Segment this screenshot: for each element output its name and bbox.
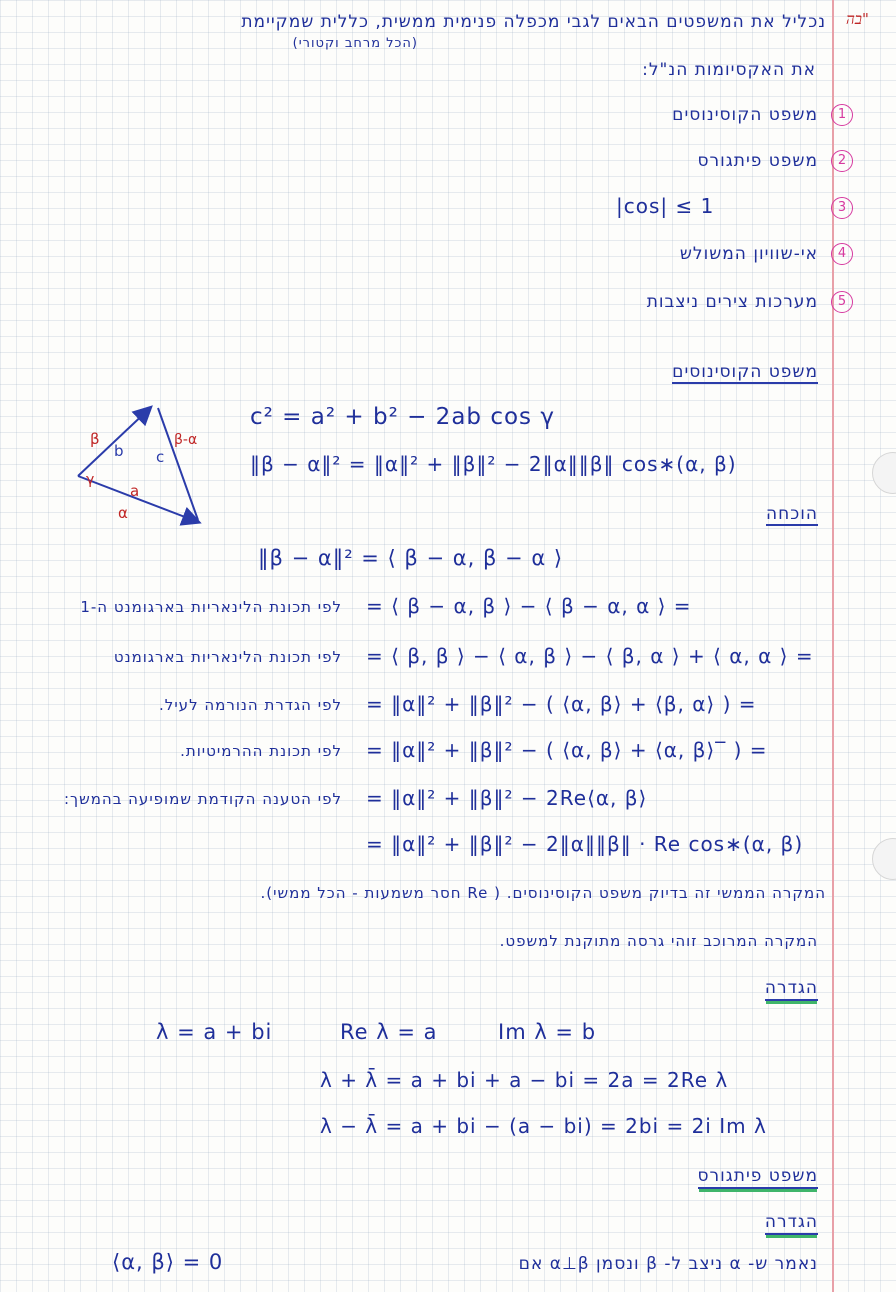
binder-hole: [872, 838, 896, 880]
triangle-label-c: c: [156, 448, 165, 466]
proof-line: = ⟨ β − α, β ⟩ − ⟨ β − α, α ⟩ =: [366, 594, 692, 618]
proof-note: לפי תכונת הלינאריות בארגומנט: [113, 648, 342, 666]
list-item: משפט הקוסינוסים: [672, 105, 818, 125]
list-item: משפט פיתגורס: [697, 151, 818, 171]
triangle-label-beta: β: [90, 430, 100, 448]
proof-note: לפי הגדרת הנורמה לעיל.: [159, 696, 342, 714]
conjugate-sum: λ + λ̄ = a + bi + a − bi = 2a = 2Re λ: [320, 1068, 729, 1092]
proof-line: = ‖α‖² + ‖β‖² − 2Re⟨α, β⟩: [366, 786, 648, 810]
complex-number-def: λ = a + bi: [156, 1020, 273, 1044]
page-corner-mark: בה": [846, 10, 869, 28]
cosines-title: משפט הקוסינוסים: [672, 362, 818, 382]
proof-remark: המקרה המרוכב זוהי גרסה מתוקנת למשפט.: [499, 932, 818, 950]
list-item: מערכות צירים ניצבות: [646, 292, 818, 312]
real-part-def: Re λ = a: [340, 1020, 438, 1044]
list-number: 5: [831, 291, 853, 313]
proof-line: = ‖α‖² + ‖β‖² − ( ⟨α, β⟩ + ⟨β, α⟩ ) =: [366, 692, 757, 716]
triangle-label-gamma: γ: [86, 472, 95, 488]
proof-line: = ‖α‖² + ‖β‖² − ( ⟨α, β⟩ + ⟨α, β⟩‾ ) =: [366, 738, 768, 762]
triangle-label-a: a: [130, 482, 140, 500]
list-item: אי-שוויון המשולש: [679, 244, 818, 264]
binder-hole: [872, 452, 896, 494]
axioms-title: את האקסיומות הנ"ל:: [642, 60, 816, 80]
triangle-label-alpha: α: [118, 504, 128, 522]
definition-title: הגדרה: [765, 978, 818, 1001]
conjugate-difference: λ − λ̄ = a + bi − (a − bi) = 2bi = 2i Im λ: [320, 1114, 767, 1138]
triangle-label-b: b: [114, 442, 124, 460]
cosines-equation-classic: c² = a² + b² − 2ab cos γ: [250, 404, 555, 430]
proof-note: לפי תכונת ההרמיטיות.: [180, 742, 342, 760]
proof-note: לפי תכונת הלינאריות בארגומנט ה-1: [80, 598, 342, 616]
proof-line: = ‖α‖² + ‖β‖² − 2‖α‖‖β‖ · Re cos∗(α, β): [366, 832, 804, 856]
triangle-label-beta-minus-alpha: β-α: [174, 432, 198, 448]
intro-text: נכליל את המשפטים הבאים לגבי מכפלה פנימית ממשית, כללית שמקיימת: [241, 12, 826, 32]
proof-line: ‖β − α‖² = ⟨ β − α, β − α ⟩: [258, 546, 564, 570]
list-number: 1: [831, 104, 853, 126]
proof-note: לפי הטענה הקודמת שמופיעה בהמשך:: [63, 790, 342, 808]
proof-title: הוכחה: [766, 504, 818, 524]
intro-subtext: (הכל מרחב וקטורי): [292, 36, 418, 51]
triangle-diagram: [70, 396, 230, 532]
list-number: 4: [831, 243, 853, 265]
margin-line: [832, 0, 834, 1292]
list-number: 2: [831, 150, 853, 172]
orthogonality-condition: ⟨α, β⟩ = 0: [112, 1250, 224, 1274]
pythagoras-definition-title: הגדרה: [765, 1212, 818, 1235]
proof-line: = ⟨ β, β ⟩ − ⟨ α, β ⟩ − ⟨ β, α ⟩ + ⟨ α, α ⟩ =: [366, 644, 814, 668]
list-number: 3: [831, 197, 853, 219]
cosines-equation-general: ‖β − α‖² = ‖α‖² + ‖β‖² − 2‖α‖‖β‖ cos∗(α, β): [250, 452, 737, 476]
orthogonality-text: נאמר ש- α ניצב ל- β ונסמן α⊥β אם: [518, 1254, 818, 1274]
pythagoras-title: משפט פיתגורס: [698, 1166, 819, 1189]
imag-part-def: Im λ = b: [498, 1020, 597, 1044]
list-item: |cos| ≤ 1: [616, 194, 715, 218]
proof-remark: המקרה הממשי זה בדיוק משפט הקוסינוסים. ( Re חסר משמעות - הכל ממשי).: [260, 884, 826, 902]
